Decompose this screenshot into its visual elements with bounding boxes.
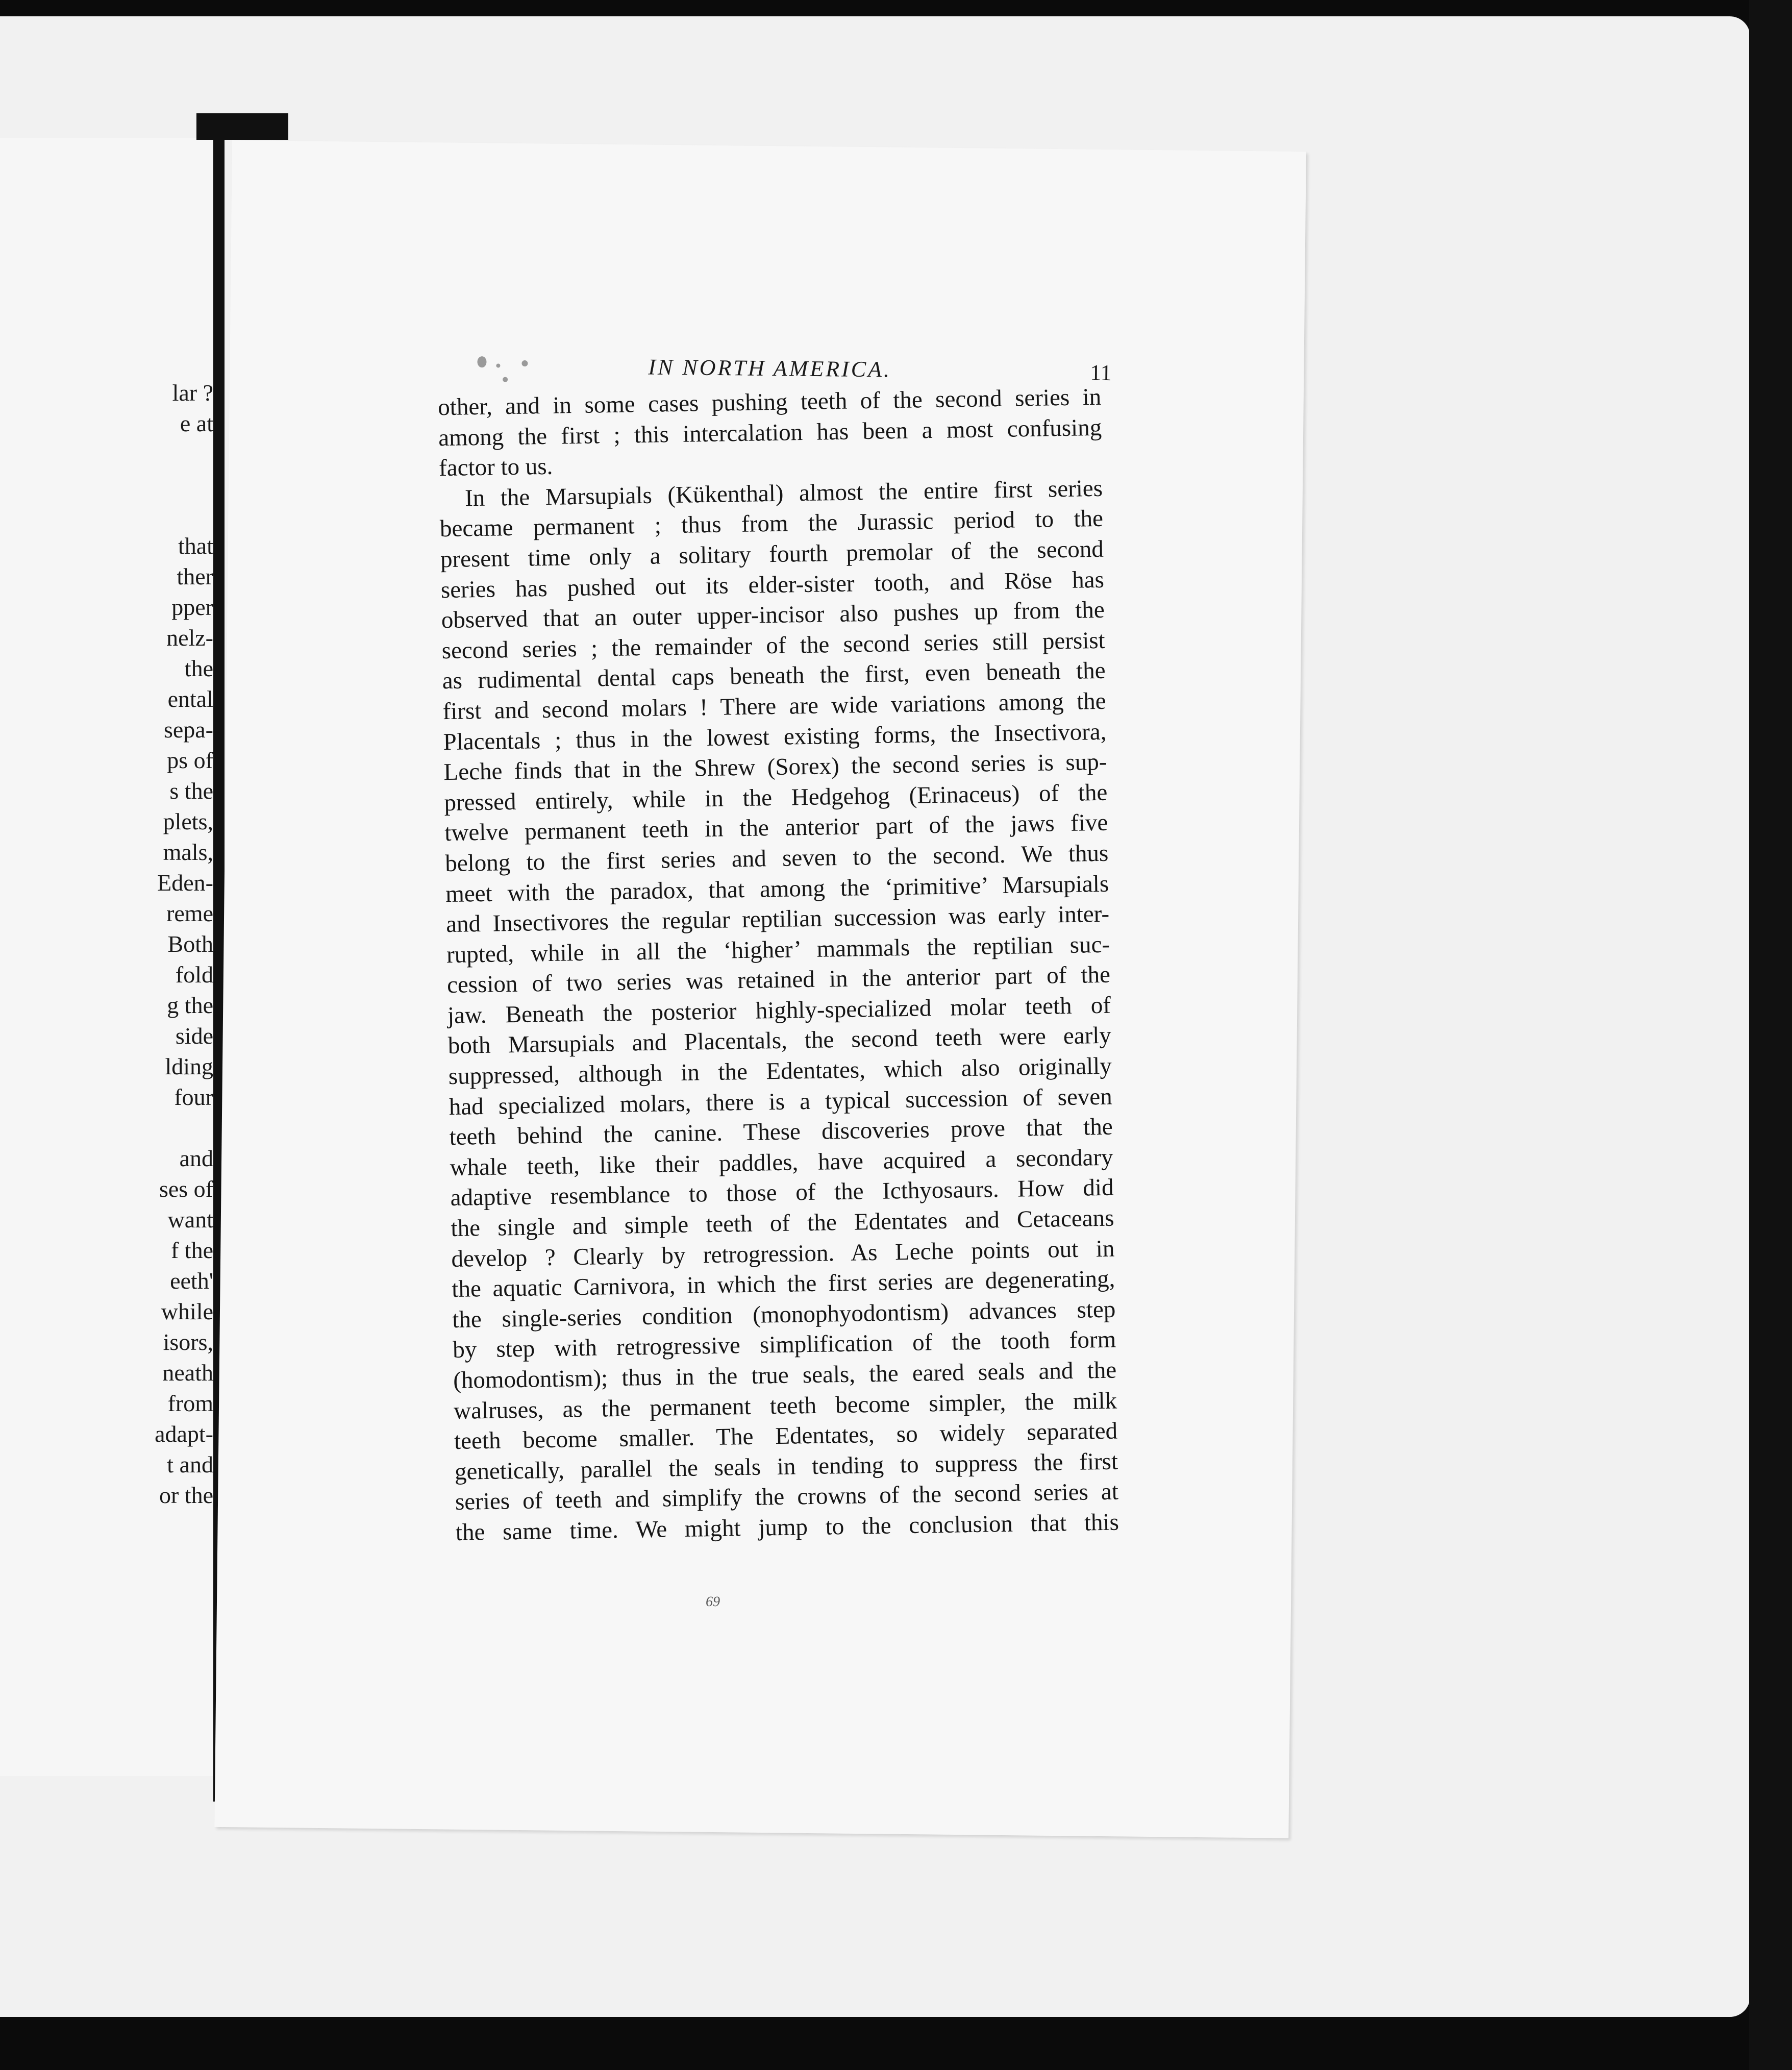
dust-speck [503, 377, 508, 382]
text-line: whale teeth, like their paddles, have acquired a secondary [450, 1144, 1113, 1181]
dust-speck [477, 356, 486, 367]
previous-page-line: ps of [167, 747, 213, 773]
text-line: the single-series condition (monophyodontism) advances step [452, 1296, 1116, 1333]
previous-page-line: from [167, 1390, 213, 1416]
text-line: cession of two series was retained in the anterior part of the [446, 961, 1111, 999]
text-line: suppressed, although in the Edentates, which also originally [448, 1052, 1112, 1090]
previous-page-line: lar ? [172, 380, 213, 406]
previous-page-line: Both [167, 931, 213, 957]
text-line: teeth become smaller. The Edentates, so widely separated [454, 1417, 1118, 1455]
page-number: 11 [1090, 360, 1112, 386]
dust-speck [496, 363, 500, 367]
previous-page-line: side [175, 1023, 213, 1049]
previous-page-line [0, 1113, 213, 1143]
previous-page-line: g the [167, 992, 213, 1018]
text-line: twelve permanent teeth in the anterior part of the jaws five [444, 809, 1108, 847]
dust-speck [521, 360, 528, 366]
previous-page-line: four [174, 1084, 213, 1110]
previous-page-line: t and [167, 1451, 213, 1477]
previous-page-line: pper [171, 594, 213, 620]
previous-page-text [0, 378, 213, 1511]
previous-page-line: while [161, 1298, 213, 1324]
text-line: the aquatic Carnivora, in which the first series are degenerating, [452, 1265, 1115, 1303]
footer-mark: 69 [705, 1593, 720, 1610]
previous-page-line: e at [180, 410, 213, 436]
film-edge [1749, 0, 1792, 2070]
text-line: both Marsupials and Placentals, the second teeth were early [447, 1022, 1112, 1059]
text-line: develop ? Clearly by retrogression. As Leche points out in [451, 1235, 1115, 1272]
text-line: the single and simple teeth of the Edentates and Cetaceans [451, 1204, 1114, 1242]
text-line: second series ; the remainder of the second series still persist [441, 627, 1106, 664]
previous-page-line [0, 439, 213, 470]
previous-page-line: neath [162, 1360, 213, 1386]
previous-page-fragment [0, 138, 218, 1776]
text-line: first and second molars ! There are wide variations among the [442, 687, 1106, 725]
previous-page-line: that [178, 533, 213, 559]
text-line: by step with retrogressive simplification of the tooth form [452, 1326, 1116, 1364]
text-line: (homodontism); thus in the true seals, the eared seals and the [453, 1357, 1117, 1394]
text-line: had specialized molars, there is a typical succession of seven [449, 1083, 1113, 1120]
previous-page-line [0, 470, 213, 500]
text-line: jaw. Beneath the posterior highly-specialized molar teeth of [447, 992, 1111, 1029]
text-line: became permanent ; thus from the Jurassic period to the [439, 505, 1104, 543]
previous-page-line: s the [169, 778, 213, 804]
text-line: present time only a solitary fourth premolar of the second [440, 535, 1104, 573]
text-line: belong to the first series and seven to the second. We thus [444, 840, 1109, 877]
text-line: Leche finds that in the Shrew (Sorex) the second series is sup- [443, 748, 1107, 786]
previous-page-line: lding [165, 1053, 213, 1079]
text-line: pressed entirely, while in the Hedgehog (Erinaceus) of the [444, 779, 1108, 816]
previous-page-line: ses of [159, 1176, 213, 1202]
previous-page-line: or the [159, 1482, 213, 1508]
text-line: series of teeth and simplify the crowns of the second series at [455, 1478, 1119, 1516]
previous-page-line: Eden- [157, 870, 213, 896]
previous-page-line: mals, [163, 839, 213, 865]
text-line: walruses, as the permanent teeth become simpler, the milk [453, 1387, 1117, 1424]
text-line: series has pushed out its elder-sister tooth, and Röse has [440, 566, 1105, 603]
body-text [438, 382, 1119, 1548]
previous-page-line: and [179, 1145, 213, 1171]
previous-page-line [0, 500, 213, 531]
text-line: meet with the paradox, that among the ‘primitive’ Marsupials [445, 870, 1109, 907]
previous-page-line: reme [166, 900, 213, 926]
text-line: as rudimental dental caps beneath the first, even beneath the [442, 657, 1106, 695]
text-line: observed that an outer upper-incisor also pushes up from the [441, 596, 1105, 634]
text-line: factor to us. [438, 453, 553, 482]
text-line: Placentals ; thus in the lowest existing forms, the Insectivora, [443, 718, 1107, 755]
previous-page-line: sepa- [163, 717, 213, 743]
text-line: adaptive resemblance to those of the Icthyosaurs. How did [450, 1174, 1114, 1212]
text-line: In the Marsupials (Kükenthal) almost the entire first series [464, 475, 1103, 512]
previous-page-line: nelz- [166, 625, 213, 651]
text-line: genetically, parallel the seals in tending to suppress the first [454, 1448, 1118, 1485]
text-line: the same time. We might jump to the conclusion that this [455, 1509, 1119, 1546]
previous-page-line: ther [177, 563, 213, 589]
previous-page-line: eeth' [170, 1268, 213, 1294]
text-line: rupted, while in all the ‘higher’ mammals the reptilian suc- [446, 931, 1110, 968]
binding-tab [196, 113, 288, 140]
previous-page-line: the [184, 655, 213, 681]
previous-page-line: adapt- [155, 1421, 213, 1447]
text-line: among the first ; this intercalation has been a most confusing [438, 414, 1102, 451]
text-line: and Insectivores the regular reptilian succession was early inter- [445, 900, 1110, 938]
running-head: IN NORTH AMERICA. [648, 354, 892, 382]
previous-page-line: want [167, 1206, 213, 1233]
text-line: other, and in some cases pushing teeth of the second series in [437, 383, 1102, 421]
previous-page-line: plets, [163, 808, 213, 834]
previous-page-line: fold [175, 962, 213, 988]
previous-page-line: f the [170, 1237, 213, 1263]
text-line: teeth behind the canine. These discoveries prove that the [449, 1113, 1113, 1151]
previous-page-line: isors, [163, 1329, 213, 1355]
previous-page-line: ental [167, 686, 213, 712]
book-page [214, 140, 1306, 1838]
